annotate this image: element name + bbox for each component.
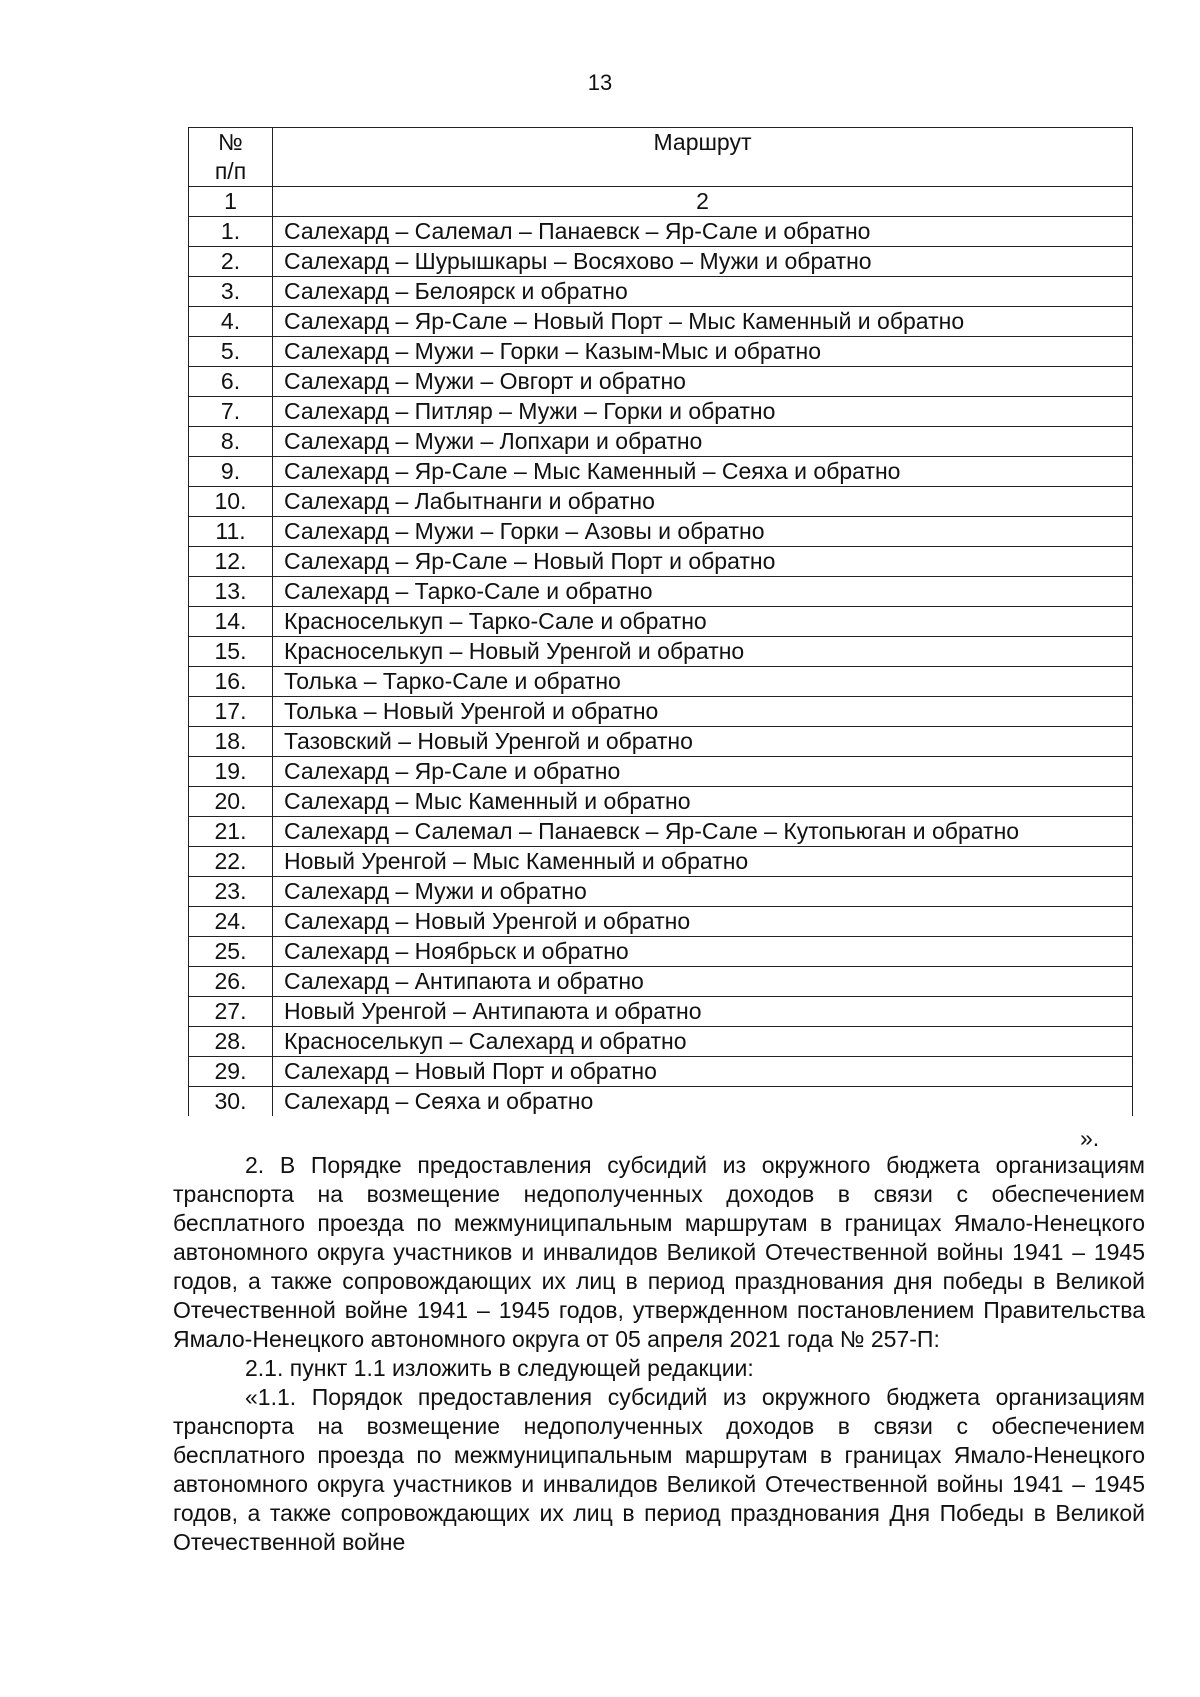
route-name: Салехард – Ноябрьск и обратно [273, 937, 1133, 967]
row-number: 29. [189, 1057, 273, 1087]
header-num: № п/п [189, 128, 273, 187]
table-row [189, 217, 1133, 247]
table-row [189, 1057, 1133, 1087]
route-name: Салехард – Лабытнанги и обратно [273, 487, 1133, 517]
row-number: 26. [189, 967, 273, 997]
table-row [189, 517, 1133, 547]
row-number: 23. [189, 877, 273, 907]
row-number: 5. [189, 337, 273, 367]
route-name: Салехард – Новый Порт и обратно [273, 1057, 1133, 1087]
paragraph-1-1-quote: «1.1. Порядок предоставления субсидий из окружного бюджета организациям транспорта на возмещение недополученных доходов в связи с обеспечением бесплатного проезда по межмуниципальным маршрутам в границах Ямало-Ненецкого автономного округа участников и инвалидов Великой Отечественной войны 1941 – 1945 годов, а также сопровождающих их лиц в период празднования Дня Победы в Великой Отечественной войне [173, 1384, 1145, 1555]
row-number: 24. [189, 907, 273, 937]
route-name: Салехард – Тарко-Сале и обратно [273, 577, 1133, 607]
route-name: Салехард – Сеяха и обратно [273, 1087, 1133, 1117]
route-name: Салехард – Белоярск и обратно [273, 277, 1133, 307]
route-name: Красноселькуп – Салехард и обратно [273, 1027, 1133, 1057]
route-name: Новый Уренгой – Антипаюта и обратно [273, 997, 1133, 1027]
route-name: Толька – Новый Уренгой и обратно [273, 697, 1133, 727]
table-row [189, 997, 1133, 1027]
route-name: Салехард – Салемал – Панаевск – Яр-Сале – Кутопьюган и обратно [273, 817, 1133, 847]
table-row [189, 1027, 1133, 1057]
header-route: Маршрут [273, 128, 1133, 187]
row-number: 13. [189, 577, 273, 607]
routes-table [188, 127, 1133, 1116]
route-name: Салехард – Яр-Сале – Новый Порт и обратно [273, 547, 1133, 577]
table-row [189, 727, 1133, 757]
route-name: Новый Уренгой – Мыс Каменный и обратно [273, 847, 1133, 877]
table-row [189, 607, 1133, 637]
row-number: 25. [189, 937, 273, 967]
row-number: 2. [189, 247, 273, 277]
row-number: 30. [189, 1087, 273, 1117]
table-row [189, 457, 1133, 487]
table-row [189, 667, 1133, 697]
table-row [189, 967, 1133, 997]
table-row [189, 847, 1133, 877]
row-number: 15. [189, 637, 273, 667]
table-row [189, 247, 1133, 277]
table-row [189, 337, 1133, 367]
route-name: Салехард – Яр-Сале – Мыс Каменный – Сеяха и обратно [273, 457, 1133, 487]
row-number: 28. [189, 1027, 273, 1057]
row-number: 1. [189, 217, 273, 247]
row-number: 10. [189, 487, 273, 517]
row-number: 20. [189, 787, 273, 817]
route-name: Толька – Тарко-Сале и обратно [273, 667, 1133, 697]
table-row [189, 907, 1133, 937]
table-row [189, 367, 1133, 397]
paragraph-2-1: 2.1. пункт 1.1 изложить в следующей редакции: [245, 1355, 754, 1381]
table-row [189, 487, 1133, 517]
row-number: 8. [189, 427, 273, 457]
column-number-2: 2 [273, 187, 1133, 217]
route-name: Красноселькуп – Тарко-Сале и обратно [273, 607, 1133, 637]
route-name: Салехард – Новый Уренгой и обратно [273, 907, 1133, 937]
row-number: 16. [189, 667, 273, 697]
row-number: 27. [189, 997, 273, 1027]
table-row [189, 877, 1133, 907]
route-name: Салехард – Шурышкары – Восяхово – Мужи и обратно [273, 247, 1133, 277]
route-name: Салехард – Мыс Каменный и обратно [273, 787, 1133, 817]
table-row [189, 397, 1133, 427]
row-number: 7. [189, 397, 273, 427]
page-number: 13 [587, 70, 613, 95]
row-number: 21. [189, 817, 273, 847]
route-name: Салехард – Мужи – Лопхари и обратно [273, 427, 1133, 457]
row-number: 6. [189, 367, 273, 397]
column-number-1: 1 [189, 187, 273, 217]
row-number: 17. [189, 697, 273, 727]
route-name: Салехард – Яр-Сале – Новый Порт – Мыс Каменный и обратно [273, 307, 1133, 337]
table-row [189, 577, 1133, 607]
route-name: Салехард – Салемал – Панаевск – Яр-Сале и обратно [273, 217, 1133, 247]
route-name: Красноселькуп – Новый Уренгой и обратно [273, 637, 1133, 667]
row-number: 14. [189, 607, 273, 637]
route-name: Тазовский – Новый Уренгой и обратно [273, 727, 1133, 757]
table-row [189, 817, 1133, 847]
paragraph-2: 2. В Порядке предоставления субсидий из окружного бюджета организациям транспорта на возмещение недополученных доходов в связи с обеспечением бесплатного проезда по межмуниципальным маршрутам в границах Ямало-Ненецкого автономного округа участников и инвалидов Великой Отечественной войны 1941 – 1945 годов, а также сопровождающих их лиц в период празднования дня победы в Великой Отечественной войне 1941 – 1945 годов, утвержденном постановлением Правительства Ямало-Ненецкого автономного округа от 05 апреля 2021 года № 257-П: [173, 1152, 1145, 1352]
route-name: Салехард – Мужи – Овгорт и обратно [273, 367, 1133, 397]
table-row [189, 937, 1133, 967]
route-name: Салехард – Мужи – Горки – Азовы и обратно [273, 517, 1133, 547]
table-row [189, 277, 1133, 307]
table-row [189, 307, 1133, 337]
table-column-numbers-row [189, 187, 1133, 217]
table-row [189, 787, 1133, 817]
route-name: Салехард – Антипаюта и обратно [273, 967, 1133, 997]
closing-quote: ». [1080, 1125, 1100, 1151]
row-number: 12. [189, 547, 273, 577]
route-name: Салехард – Питляр – Мужи – Горки и обратно [273, 397, 1133, 427]
row-number: 11. [189, 517, 273, 547]
row-number: 19. [189, 757, 273, 787]
route-name: Салехард – Яр-Сале и обратно [273, 757, 1133, 787]
row-number: 18. [189, 727, 273, 757]
row-number: 3. [189, 277, 273, 307]
row-number: 4. [189, 307, 273, 337]
route-name: Салехард – Мужи – Горки – Казым-Мыс и обратно [273, 337, 1133, 367]
table-row [189, 637, 1133, 667]
table-row [189, 547, 1133, 577]
table-row [189, 427, 1133, 457]
row-number: 22. [189, 847, 273, 877]
routes-table-body [189, 128, 1133, 1117]
table-row [189, 1087, 1133, 1117]
table-row [189, 697, 1133, 727]
table-row [189, 757, 1133, 787]
route-name: Салехард – Мужи и обратно [273, 877, 1133, 907]
body-text [173, 1151, 1145, 1557]
table-header-row [189, 128, 1133, 187]
row-number: 9. [189, 457, 273, 487]
